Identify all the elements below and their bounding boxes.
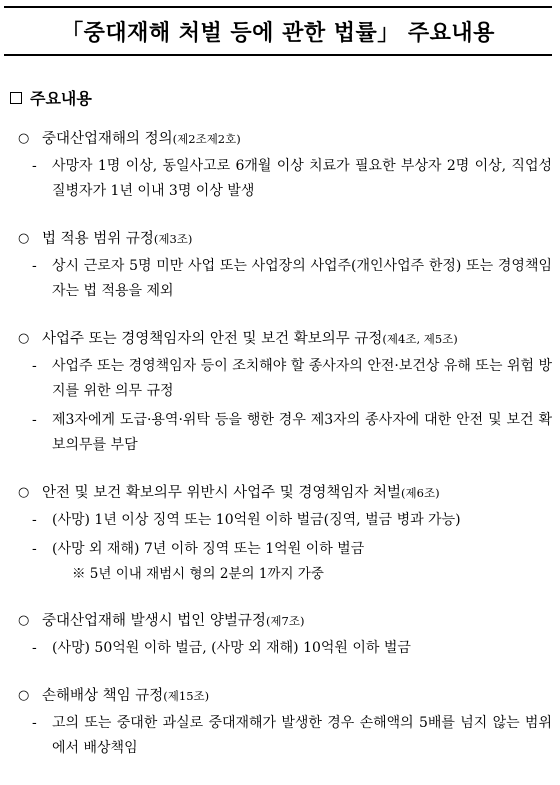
section-ref: (제15조) [163,689,210,703]
section-damages [0,685,560,761]
dash-icon: - [32,412,37,428]
section-title [0,128,560,150]
list-item: - 상시 근로자 5명 미만 사업 또는 사업장의 사업주(개인사업주 한정) 또는 경영책임자는 법 적용을 제외 [0,254,560,304]
checkbox-square-icon [10,92,22,104]
section-definition [0,128,560,204]
section-ref: (제2조제2호) [172,132,241,146]
document-title: 「중대재해 처벌 등에 관한 법률」 주요내용 [4,6,552,56]
list-item: - 사망자 1명 이상, 동일사고로 6개월 이상 치료가 필요한 부상자 2명 이상, 직업성 질병자가 1년 이내 3명 이상 발생 [0,154,560,204]
dash-icon: - [32,541,37,557]
section-title-text: 중대산업재해 발생시 법인 양벌규정 [42,613,266,629]
list-item: - (사망) 50억원 이하 벌금, (사망 외 재해) 10억원 이하 벌금 [0,636,560,661]
section-scope [0,228,560,304]
section-ref: (제3조) [153,232,193,246]
list-item: - (사망) 1년 이상 징역 또는 10억원 이하 벌금(징역, 벌금 병과 가능) [0,508,560,533]
dash-icon: - [32,640,37,656]
dash-icon: - [32,358,37,374]
dash-icon: - [32,715,37,731]
list-item: - 사업주 또는 경영책임자 등이 조치해야 할 종사자의 안전·보건상 유해 또는 위험 방지를 위한 의무 규정 [0,354,560,404]
dash-icon: - [32,158,37,174]
note-text: ※ 5년 이내 재범시 형의 2분의 1까지 가중 [72,566,324,582]
section-title [0,228,560,250]
section-ref: (제7조) [265,614,305,628]
circle-bullet-icon: ○ [18,688,30,703]
section-title-text: 손해배상 책임 규정 [42,688,164,704]
section-title [0,328,560,350]
section-title-text: 안전 및 보건 확보의무 위반시 사업주 및 경영책임자 처벌 [42,485,402,501]
list-item: - (사망 외 재해) 7년 이하 징역 또는 1억원 이하 벌금 [0,537,560,562]
section-title [0,482,560,504]
circle-bullet-icon: ○ [18,485,30,500]
list-item: - 제3자에게 도급·용역·위탁 등을 행한 경우 제3자의 종사자에 대한 안전 및 보건 확보의무를 부담 [0,408,560,458]
dash-icon: - [32,512,37,528]
section-title-text: 법 적용 범위 규정 [42,231,154,247]
section-title [0,610,560,632]
circle-bullet-icon: ○ [18,613,30,628]
content-list [0,128,560,785]
section-heading [10,86,92,109]
heading-text: 주요내용 [30,89,92,108]
circle-bullet-icon: ○ [18,131,30,146]
section-ref: (제6조) [401,486,440,500]
circle-bullet-icon: ○ [18,231,30,246]
dash-icon: - [32,258,37,274]
section-title [0,685,560,707]
list-item: - 고의 또는 중대한 과실로 중대재해가 발생한 경우 손해액의 5배를 넘지 않는 범위에서 배상책임 [0,711,560,761]
section-title-text: 사업주 또는 경영책임자의 안전 및 보건 확보의무 규정 [42,331,383,347]
section-duties [0,328,560,458]
section-corporate-liability [0,610,560,661]
circle-bullet-icon: ○ [18,331,30,346]
section-title-text: 중대산업재해의 정의 [42,131,173,147]
section-ref: (제4조, 제5조) [382,332,458,346]
section-penalties [0,482,560,586]
